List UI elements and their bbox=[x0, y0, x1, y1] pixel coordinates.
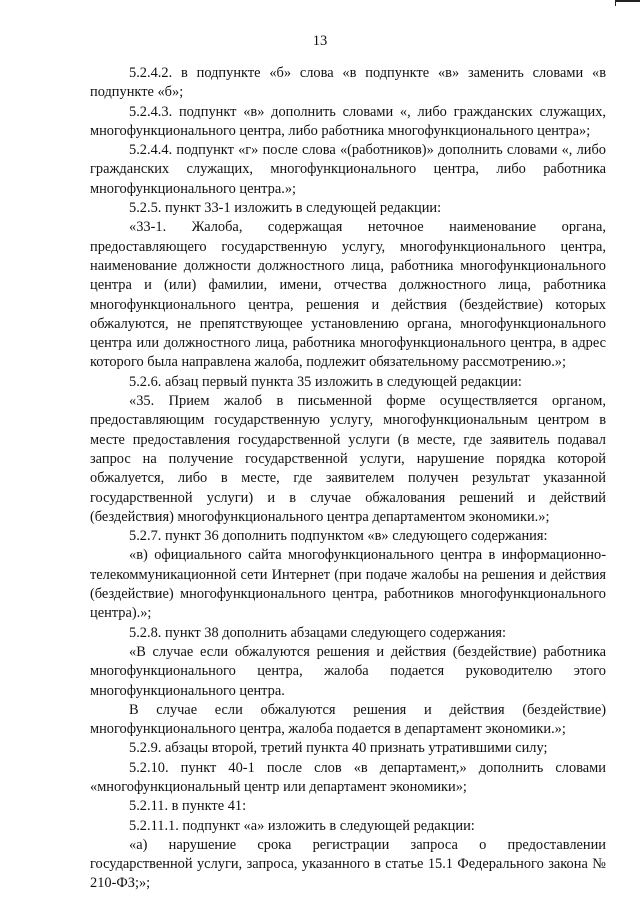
paragraph-5-2-8: 5.2.8. пункт 38 дополнить абзацами следующего содержания: bbox=[129, 624, 507, 641]
paragraph-5-2-11-1: 5.2.11.1. подпункт «а» изложить в следующей редакции: bbox=[129, 817, 475, 834]
paragraph-5-2-4-2: 5.2.4.2. в подпункте «б» слова «в подпункте «в» заменить словами «в подпункте «б»; bbox=[90, 65, 606, 101]
paragraph-38-text-2: В случае если обжалуются решения и действия (бездействие) многофункционального центра, жалоба подается в департамент экономики.»; bbox=[90, 701, 606, 738]
paragraph-38-text-1: «В случае если обжалуются решения и действия (бездействие) работника многофункционального центра, жалоба подается руководителю этого многофункционального центра. bbox=[90, 643, 606, 699]
paragraph-5-2-7: 5.2.7. пункт 36 дополнить подпунктом «в» следующего содержания: bbox=[129, 528, 548, 545]
paragraph-36-v-text: «в) официального сайта многофункционального центра в информационно-телекоммуникационной сети Интернет (при подаче жалобы на решения и действия (бездействие) многофункционального центра, работников многофункционального центра).»; bbox=[90, 547, 606, 622]
paragraph-35-text: «35. Прием жалоб в письменной форме осуществляется органом, предоставляющим государственную услугу, многофункциональным центром в месте предоставления государственной услуги (в месте, где заявитель подавал запрос на получение государственной услуги, нарушение порядка которой обжалуется, либо в месте, где заявителем получен результат указанной государственной услуги) и в случае обжалования решений и действий (бездействия) многофункционального центра департаментом экономики.»; bbox=[90, 393, 606, 525]
document-body bbox=[90, 64, 606, 894]
paragraph-5-2-9: 5.2.9. абзацы второй, третий пункта 40 признать утратившими силу; bbox=[129, 740, 548, 757]
scan-corner-mark bbox=[615, 0, 640, 6]
paragraph-33-1-text: «33-1. Жалоба, содержащая неточное наименование органа, предоставляющего государственную услугу, многофункционального центра, наименование должности должностного лица, работника многофункционального центра и (или) фамилии, имени, отчества должностного лица, работника многофункционального центра, решения и действия (бездействие) которых обжалуются, не препятствующее установлению органа, многофункционального центра или должностного лица, работника многофункционального центра, в адрес которого была направлена жалоба, подлежит обязательному рассмотрению.»; bbox=[90, 219, 606, 371]
paragraph-5-2-5: 5.2.5. пункт 33-1 изложить в следующей редакции: bbox=[129, 200, 442, 217]
paragraph-5-2-6: 5.2.6. абзац первый пункта 35 изложить в следующей редакции: bbox=[129, 373, 522, 390]
paragraph-5-2-11: 5.2.11. в пункте 41: bbox=[129, 798, 247, 815]
paragraph-5-2-4-4: 5.2.4.4. подпункт «г» после слова «(работников)» дополнить словами «, либо гражданских служащих, многофункционального центра, либо работника многофункционального центра.»; bbox=[90, 142, 606, 197]
paragraph-41-a-text: «а) нарушение срока регистрации запроса о предоставлении государственной услуги, запроса, указанного в статье 15.1 Федерального закона № 210-ФЗ;»; bbox=[90, 836, 606, 892]
paragraph-5-2-4-3: 5.2.4.3. подпункт «в» дополнить словами «, либо гражданских служащих, многофункционального центра, либо работника многофункционального центра»; bbox=[90, 103, 606, 139]
paragraph-5-2-10: 5.2.10. пункт 40-1 после слов «в департамент,» дополнить словами «многофункциональный центр или департамент экономики»; bbox=[90, 759, 606, 795]
page-number: 13 bbox=[312, 33, 328, 49]
